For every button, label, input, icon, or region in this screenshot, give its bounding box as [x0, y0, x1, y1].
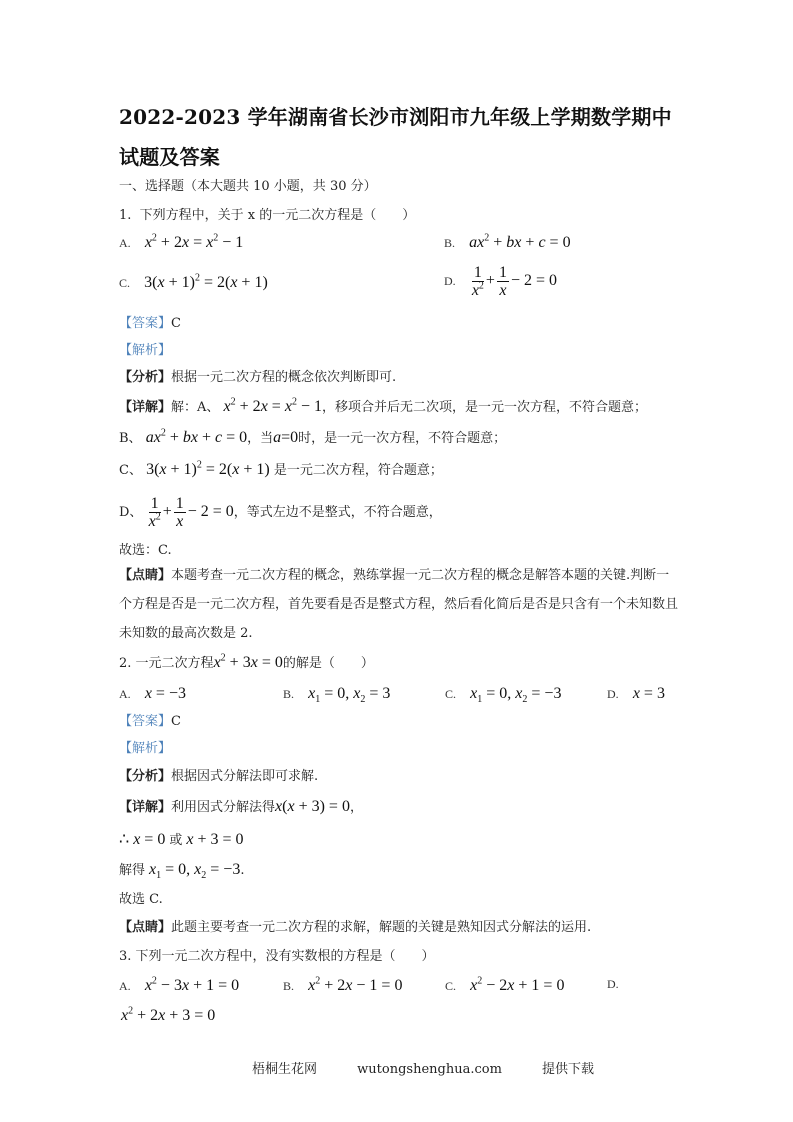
page-footer: [252, 1058, 630, 1077]
q2-option-b: B. $x_1 = 0$, $x_2 = 3$: [283, 685, 391, 706]
question-number: 1.: [119, 208, 132, 223]
q2-conclusion: 故选 C.: [119, 892, 163, 907]
q1-fenxi: 【分析】根据一元二次方程的概念依次判断即可.: [119, 370, 397, 385]
q1-xiangjie: 【详解】解：A、 $x^2 + 2x = x^2 - 1$，移项合并后无二次项，是一元一次方程，不符合题意；: [119, 396, 647, 415]
q2-option-d: D. x = 3: [607, 685, 665, 702]
q1-option-c: C. $3(x + 1)^2 = 2(x + 1)$: [119, 272, 268, 291]
footer-site-url: wutongshenghua.com: [357, 1062, 502, 1077]
q3-option-d-expr: $x^2 + 2x + 3 = 0$: [121, 1005, 216, 1024]
q1-conclusion: 故选：C.: [119, 543, 172, 558]
answer-value: C: [171, 316, 181, 331]
question-1-stem: [119, 207, 415, 225]
q3-option-d: D.: [607, 977, 619, 991]
q2-step2: 解得 $x_1 = 0$, $x_2 = -3$.: [119, 861, 245, 882]
answer-label: 【答案】: [119, 316, 172, 331]
question-3-stem: 3. 下列一元二次方程中，没有实数根的方程是（ ）: [119, 949, 435, 964]
q2-answer: 【答案】C: [119, 714, 181, 729]
q1-detail-d: D、 $\frac{1}{x^2}$ + $\frac{1}{x}$ − 2 = 0，等式左边不是整式，不符合题意，: [119, 495, 442, 530]
q1-analysis-label: 【解析】: [119, 343, 172, 358]
footer-tagline: 提供下载: [542, 1062, 595, 1077]
q3-option-a: A. $x^2 - 3x + 1 = 0$: [119, 975, 240, 994]
q1-detail-b: B、 $ax^2$ + bx + c = 0，当a=0时，是一元一次方程，不符合题意；: [119, 427, 507, 446]
q1-option-d: D. $\frac{1}{x^2}$ + $\frac{1}{x}$ − 2 = 0: [444, 264, 557, 299]
q2-analysis-label: 【解析】: [119, 741, 172, 756]
q1-detail-c: C、 $3(x + 1)^2 = 2(x + 1)$ 是一元二次方程，符合题意；: [119, 459, 443, 478]
q2-option-c: C. $x_1 = 0$, $x_2 = -3$: [445, 685, 562, 706]
math-expression: $3(x + 1)^2 = 2(x + 1)$: [144, 272, 268, 291]
footer-site-name: 梧桐生花网: [252, 1062, 318, 1077]
section-heading: 一、选择题（本大题共 10 小题，共 30 分）: [119, 179, 377, 194]
q1-option-b: B. $ax^2$ + bx + c = 0: [444, 232, 571, 251]
q2-fenxi: 【分析】根据因式分解法即可求解.: [119, 769, 319, 784]
q2-xiangjie: 【详解】利用因式分解法得x(x + 3) = 0，: [119, 798, 363, 815]
q3-option-b: B. $x^2 + 2x - 1 = 0$: [283, 975, 403, 994]
math-expression: $\frac{1}{x^2}$ + $\frac{1}{x}$ − 2 = 0: [471, 264, 557, 299]
q2-option-a: A. x = −3: [119, 685, 186, 702]
question-2-stem: 2. 一元二次方程$x^2 + 3x = 0$的解是（ ）: [119, 652, 374, 671]
math-expression: $ax^2$ + bx + c = 0: [469, 232, 571, 251]
q1-option-a: A. $x^2 + 2x = x^2 - 1$: [119, 232, 244, 251]
q2-dianjing: 【点睛】此题主要考查一元二次方程的求解，解题的关键是熟知因式分解法的运用.: [119, 920, 592, 935]
document-title-line1: 2022-2023 学年湖南省长沙市浏阳市九年级上学期数学期中: [119, 105, 672, 129]
q1-answer: [119, 315, 181, 333]
q2-step1: ∴ x = 0 或 x + 3 = 0: [119, 831, 244, 848]
math-expression: $x^2 + 2x = x^2 - 1$: [144, 232, 244, 251]
question-text: 下列方程中，关于 x 的一元二次方程是（ ）: [139, 208, 416, 223]
q3-option-c: C. $x^2 - 2x + 1 = 0$: [445, 975, 565, 994]
q1-dianjing: 【点睛】本题考查一元二次方程的概念，熟练掌握一元二次方程的概念是解答本题的关键.判断一个方程是否是一元二次方程，首先要看是否是整式方程，然后看化简后是否是只含有一个未知数且未知数的最高次数是 2.: [119, 568, 679, 641]
document-title-line2: 试题及答案: [119, 145, 220, 169]
